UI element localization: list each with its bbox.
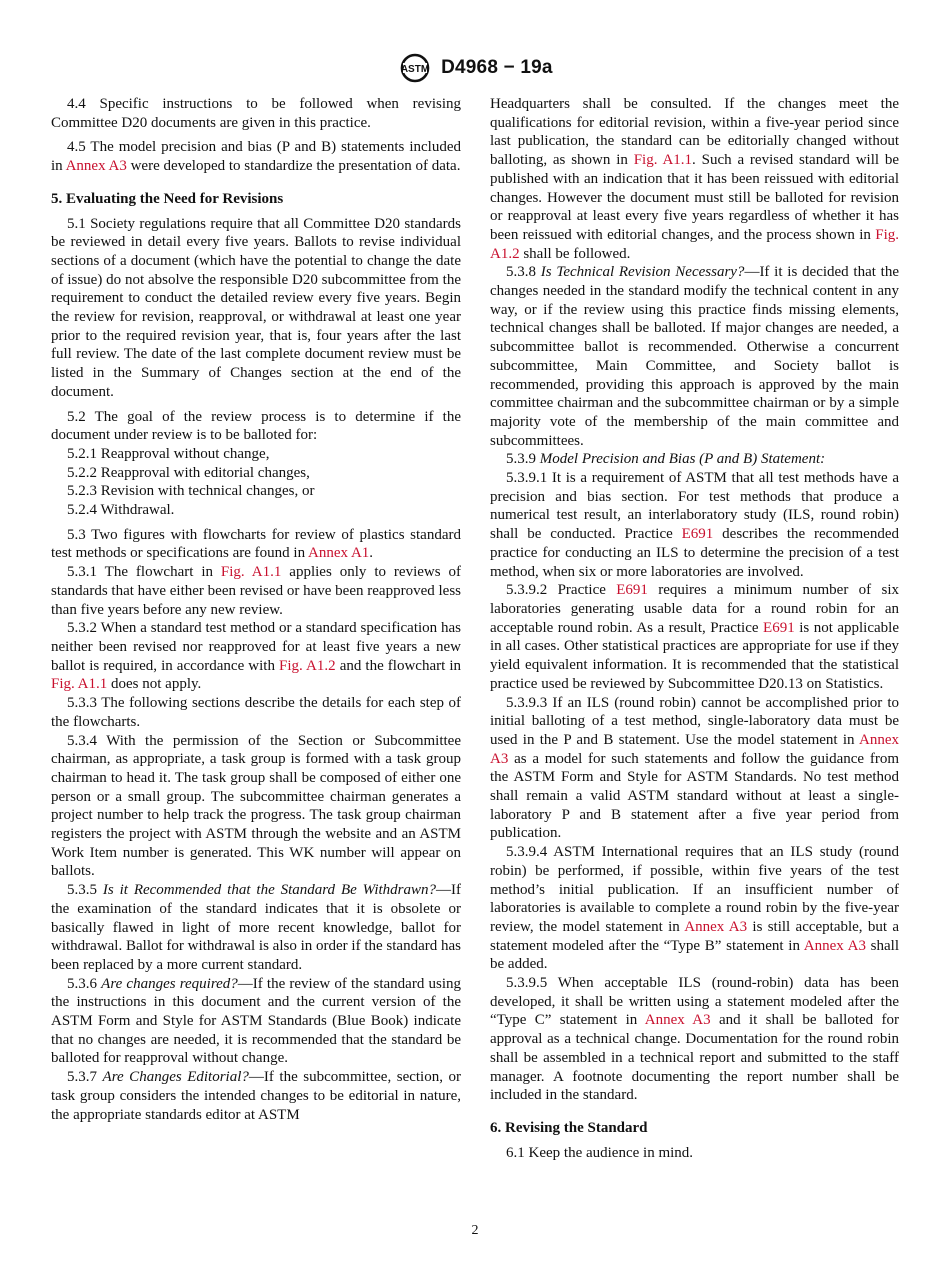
para-5-3-1: 5.3.1 The flowchart in Fig. A1.1 applies only to reviews of standards that have either been revised or have been reapproved less than five years before any new review. <box>51 564 461 618</box>
fig-a1-1-link[interactable]: Fig. A1.1 <box>51 676 108 693</box>
annex-a3-link[interactable]: Annex A3 <box>65 158 127 175</box>
e691-link[interactable]: E691 <box>616 582 648 599</box>
fig-a1-2-link[interactable]: Fig. A1.2 <box>490 226 899 262</box>
para-5-2: 5.2 The goal of the review process is to determine if the document under review is to be balloted for: <box>51 408 461 444</box>
para-4-4: 4.4 Specific instructions to be followed when revising Committee D20 documents are given in this practice. <box>51 96 461 131</box>
right-column <box>490 95 899 1162</box>
para-5-3-9-4: 5.3.9.4 ASTM International requires that an ILS study (round robin) be performed, if possible, within five years of the test method’s initial publication. If an insufficient number of laboratories is available to complete a round robin by the five-year review, the model statement in Annex A3 is still acceptable, but a statement modeled after the “Type B” statement in Annex A3 shall be added. <box>490 844 900 973</box>
para-5-3-8: 5.3.8 Is Technical Revision Necessary?—If it is decided that the changes needed in the standard modify the technical content in any way, or if the review using this practice finds missing elements, technical changes shall be balloted. If major changes are needed, a subcommittee ballot is recommended. Otherwise a concurrent subcommittee, Main Committee, and Society ballot is recommended, providing this approach is approved by the main committee chairman and the subcommittee chairman or by a simple majority vote of the membership of the main committee and subcommittees. <box>490 264 900 449</box>
para-6-1: 6.1 Keep the audience in mind. <box>506 1144 694 1161</box>
para-5-3-5: 5.3.5 Is it Recommended that the Standard Be Withdrawn?—If the examination of the standard indicates that it is obsolete or basically flawed in light of more recent knowledge, ballot for withdrawal. Ballot for withdrawal is also in order if the standard has been replaced by a more current standard. <box>51 882 461 973</box>
para-5-3-7: 5.3.7 Are Changes Editorial?—If the subcommittee, section, or task group considers the intended changes to be editorial in nature, the appropriate standards editor at ASTM <box>51 1069 462 1123</box>
para-5-2-3: 5.2.3 Revision with technical changes, or <box>67 483 315 500</box>
para-5-3-6: 5.3.6 Are changes required?—If the review of the standard using the instructions in this document and the current version of the ASTM Form and Style for ASTM Standards (Blue Book) indicate that no changes are needed, it is recommended that the standard be balloted for reapproval without change. <box>51 975 461 1067</box>
para-5-3-2: 5.3.2 When a standard test method or a standard specification has neither been revised nor reapproved for at least five years a new ballot is required, in accordance with Fig. A1.2 and the flowchart in Fig. A1.1 does not apply. <box>51 620 461 693</box>
para-5-3-7-continued: Headquarters shall be consulted. If the changes meet the qualifications for editorial revision, within a five-year period since last publication, the standard can be editorially changed without balloting, as shown in Fig. A1.1. Such a revised standard will be published with an indication that it has been reissued with editorial changes. However the document must still be balloted for revision or reapproval at least every five years regardless of whether it has been reissued with editorial changes, and the process shown in Fig. A1.2 shall be followed. <box>490 96 900 262</box>
fig-a1-1-link[interactable]: Fig. A1.1 <box>220 564 282 581</box>
annex-a3-link[interactable]: Annex A3 <box>490 731 899 767</box>
para-5-3-9-2: 5.3.9.2 Practice E691 requires a minimum number of six laboratories generating usable data for a round robin for an acceptable round robin. As a result, Practice E691 is not applicable in all cases. Other statistical practices are appropriate for use if they yield equivalent information. It is recommended that the statistical practice used be reviewed by Subcommittee D20.13 on Statistics. <box>490 582 899 692</box>
para-5-2-1: 5.2.1 Reapproval without change, <box>67 445 270 462</box>
para-5-3-9: 5.3.9 Model Precision and Bias (P and B) Statement: <box>506 451 826 468</box>
para-5-3: 5.3 Two figures with flowcharts for review of plastics standard test methods or specifications are found in Annex A1. <box>51 526 461 562</box>
para-5-3-9-5: 5.3.9.5 When acceptable ILS (round-robin) data has been developed, it shall be written using a statement modeled after the “Type C” statement in Annex A3 and it shall be balloted for approval as a technical change. Documentation for the round robin shall be assembled in a technical report and submitted to the staff manager. A footnote documenting the report number shall be included in the standard. <box>490 975 899 1104</box>
section-6-heading: 6. Revising the Standard <box>490 1119 648 1136</box>
astm-logo-icon <box>397 52 433 84</box>
page-number: 2 <box>471 1223 479 1238</box>
annex-a3-link[interactable]: Annex A3 <box>803 937 866 954</box>
left-column <box>51 95 461 1124</box>
page-header <box>0 52 950 88</box>
fig-a1-2-link[interactable]: Fig. A1.2 <box>279 657 336 674</box>
para-5-2-4: 5.2.4 Withdrawal. <box>67 502 175 519</box>
para-5-2-2: 5.2.2 Reapproval with editorial changes, <box>67 464 310 481</box>
svg-text:ASTM: ASTM <box>401 64 430 75</box>
document-designation: D4968 − 19a <box>441 56 553 78</box>
section-5-heading: 5. Evaluating the Need for Revisions <box>51 190 284 207</box>
e691-link[interactable]: E691 <box>681 526 714 543</box>
para-5-3-3: 5.3.3 The following sections describe the details for each step of the flowcharts. <box>51 695 461 730</box>
annex-a1-link[interactable]: Annex A1 <box>308 545 370 562</box>
e691-link[interactable]: E691 <box>763 619 795 636</box>
fig-a1-1-link[interactable]: Fig. A1.1 <box>633 152 693 169</box>
annex-a3-link[interactable]: Annex A3 <box>644 1012 711 1029</box>
para-5-3-9-1: 5.3.9.1 It is a requirement of ASTM that all test methods have a precision and bias section. For test methods that produce a numerical test result, an interlaboratory study (ILS, round robin) shall be conducted. Practice E691 describes the recommended practice for conducting an ILS to determine the precision of a test method, when six or more laboratories are involved. <box>490 470 899 580</box>
para-5-3-9-3: 5.3.9.3 If an ILS (round robin) cannot be accomplished prior to initial balloting of a test method, single-laboratory data must be used in the P and B statement. Use the model statement in Annex A3 as a model for such statements and follow the guidance from the ASTM Form and Style for ASTM Standards. No test method shall remain a valid ASTM standard without at least a single-laboratory P and B statement after a five year period from publication. <box>490 694 899 842</box>
para-5-1: 5.1 Society regulations require that all Committee D20 standards be reviewed in detail every five years. Ballots to revise individual sections of a document (which have the potential to change the date of issue) do not absolve the responsible D20 subcommittee from the requirement to conduct the detailed review every five years. Begin the review for revision, reapproval, or withdrawal at least one year prior to the required revision year, that is, four years after the last full review. The date of the last complete document review must be listed in the Summary of Changes section at the end of the document. <box>51 215 461 400</box>
para-5-3-4: 5.3.4 With the permission of the Section or Subcommittee chairman, as appropriate, a task group is formed with a task group chairman to head it. The task group shall be composed of either one person or a small group. The subcommittee chairman generates a project number to help track the progress. The task group chairman registers the project with ASTM through the website and an ASTM Work Item number is generated. This WK number will appear on ballots. <box>51 732 461 880</box>
para-4-5: 4.5 The model precision and bias (P and B) statements included in Annex A3 were developed to standardize the presentation of data. <box>51 139 461 175</box>
annex-a3-link[interactable]: Annex A3 <box>684 918 748 935</box>
